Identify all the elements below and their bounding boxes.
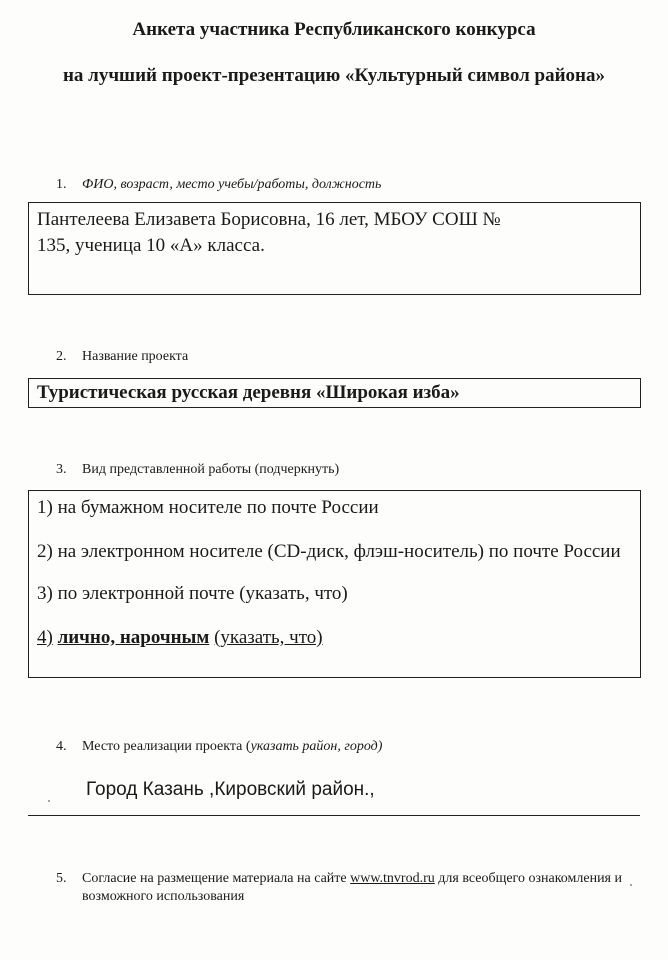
answer-2-box	[28, 378, 641, 408]
option-4-number: 4)	[37, 627, 53, 648]
question-5-text	[82, 870, 642, 906]
option-4-rest: (указать, что)	[214, 627, 323, 648]
question-1	[56, 176, 381, 194]
question-5-text-after: для всеобщего ознакомления и возможного использования	[82, 871, 622, 904]
form-title-line2: на лучший проект-презентацию «Культурный символ района»	[62, 65, 606, 86]
project-title: Туристическая русская деревня «Широкая изба»	[37, 382, 460, 403]
site-link[interactable]: www.tnvrod.ru	[350, 871, 435, 886]
question-5-text-before: Согласие на размещение материала на сайте	[82, 871, 347, 886]
question-3	[56, 461, 339, 479]
question-2-number: 2.	[56, 349, 67, 364]
question-1-label: ФИО, возраст, место учебы/работы, должность	[82, 177, 382, 192]
option-4-selected: лично, нарочным	[57, 627, 210, 648]
question-4-label-plain: Место реализации проекта (	[82, 739, 251, 754]
question-2	[56, 348, 188, 366]
question-1-number: 1.	[56, 177, 67, 192]
question-4-number: 4.	[56, 739, 67, 754]
scan-speck	[48, 800, 50, 802]
option-3: 3) по электронной почте (указать, что)	[37, 583, 348, 604]
answer-4: Город Казань ,Кировский район.,	[86, 779, 375, 800]
answer-3-box	[28, 490, 641, 678]
question-3-number: 3.	[56, 462, 67, 477]
question-4-label-italic: указать район, город)	[250, 739, 383, 754]
question-3-label: Вид представленной работы (подчеркнуть)	[82, 462, 340, 477]
form-title-line1: Анкета участника Республиканского конкурса	[132, 19, 536, 40]
answer-1-line1: Пантелеева Елизавета Борисовна, 16 лет, МБОУ СОШ №	[37, 209, 501, 230]
question-4	[56, 738, 382, 756]
option-1: 1) на бумажном носителе по почте России	[37, 497, 379, 518]
answer-4-underline	[28, 815, 640, 816]
answer-1-box	[28, 202, 641, 295]
question-2-label: Название проекта	[82, 349, 189, 364]
answer-1-line2: 135, ученица 10 «А» класса.	[37, 235, 265, 256]
option-4	[37, 625, 632, 651]
question-5	[56, 870, 646, 906]
option-2: 2) на электронном носителе (CD-диск, флэш-носитель) по почте России	[37, 541, 621, 562]
question-5-number: 5.	[56, 871, 67, 886]
scan-speck	[630, 884, 632, 886]
